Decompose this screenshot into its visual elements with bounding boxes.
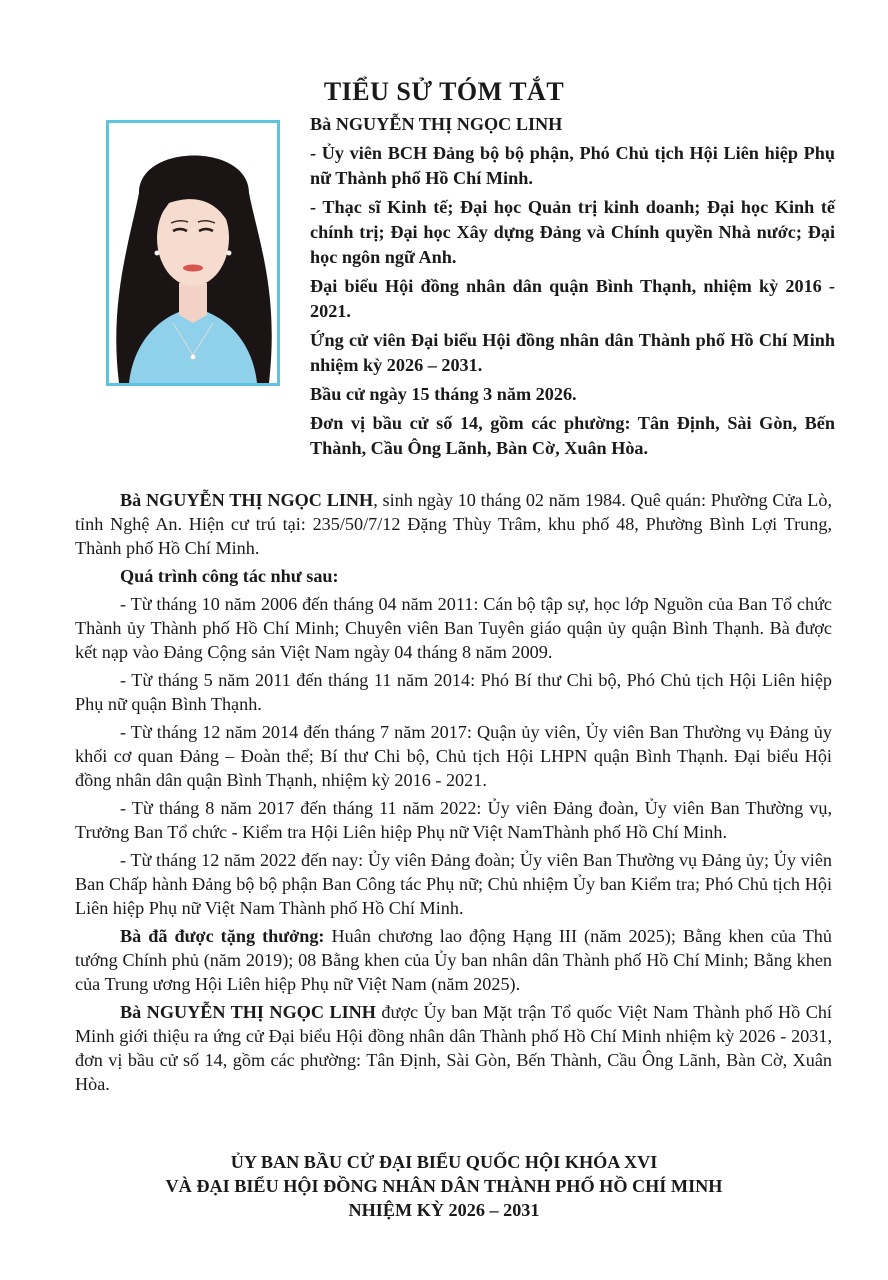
closing-name: Bà NGUYỄN THỊ NGỌC LINH [120,1002,376,1022]
summary-line: Ứng cử viên Đại biểu Hội đồng nhân dân Thành phố Hồ Chí Minh nhiệm kỳ 2026 – 2031. [310,330,835,375]
candidate-name: Bà NGUYỄN THỊ NGỌC LINH [310,114,563,134]
issuer-footer [0,1150,888,1222]
summary-line: - Thạc sĩ Kinh tế; Đại học Quản trị kinh doanh; Đại học Kinh tế chính trị; Đại học Xây dựng Đảng và Chính quyền Nhà nước; Đại học ngôn ngữ Anh. [310,197,835,267]
document-title: TIỂU SỬ TÓM TẮT [323,77,565,107]
biography-body [75,488,832,1100]
career-item: - Từ tháng 8 năm 2017 đến tháng 11 năm 2022: Ủy viên Đảng đoàn, Ủy viên Ban Thường vụ, Trưởng Ban Tổ chức - Kiểm tra Hội Liên hiệp Phụ nữ Việt NamThành phố Hồ Chí Minh. [75,798,832,842]
career-heading-text: Quá trình công tác như sau: [120,566,339,586]
summary-line: Đơn vị bầu cử số 14, gồm các phường: Tân Định, Sài Gòn, Bến Thành, Cầu Ông Lãnh, Bàn Cờ, Xuân Hòa. [310,413,835,458]
intro-paragraph [75,488,832,560]
closing-paragraph [75,1000,832,1096]
career-heading [75,564,832,588]
summary-block [310,112,835,465]
candidate-photo [106,120,280,386]
summary-line: Bầu cử ngày 15 tháng 3 năm 2026. [310,384,577,404]
footer-line: ỦY BAN BẦU CỬ ĐẠI BIỂU QUỐC HỘI KHÓA XVI [230,1152,658,1172]
career-item: - Từ tháng 5 năm 2011 đến tháng 11 năm 2014: Phó Bí thư Chi bộ, Phó Chủ tịch Hội Liên hiệp Phụ nữ quận Bình Thạnh. [75,670,832,714]
intro-text: , sinh ngày 10 tháng 02 năm 1984. Quê quán: Phường Cửa Lò, tỉnh Nghệ An. Hiện cư trú tại: 235/50/7/12 Đặng Thùy Trâm, khu phố 48, Phường Bình Lợi Trung, Thành phố Hồ Chí Minh. [75,490,832,558]
portrait-photo-icon [109,123,277,383]
career-item: - Từ tháng 12 năm 2014 đến tháng 7 năm 2017: Quận ủy viên, Ủy viên Ban Thường vụ Đảng ủy khối cơ quan Đảng – Đoàn thể; Bí thư Chi bộ, Chủ tịch Hội LHPN quận Bình Thạnh. Đại biểu Hội đồng nhân dân quận Bình Thạnh, nhiệm kỳ 2016 - 2021. [75,722,832,790]
closing-text: được Ủy ban Mặt trận Tổ quốc Việt Nam Thành phố Hồ Chí Minh giới thiệu ra ứng cử Đại biểu Hội đồng nhân dân Thành phố Hồ Chí Minh nhiệm kỳ 2026 - 2031, đơn vị bầu cử số 14, gồm các phường: Tân Định, Sài Gòn, Bến Thành, Cầu Ông Lãnh, Bàn Cờ, Xuân Hòa. [75,1002,832,1094]
career-item: - Từ tháng 10 năm 2006 đến tháng 04 năm 2011: Cán bộ tập sự, học lớp Nguồn của Ban Tổ chức Thành ủy Thành phố Hồ Chí Minh; Chuyên viên Ban Tuyên giáo quận ủy quận Bình Thạnh. Bà được kết nạp vào Đảng Cộng sản Việt Nam ngày 04 tháng 8 năm 2009. [75,594,832,662]
footer-line: NHIỆM KỲ 2026 – 2031 [348,1200,540,1220]
awards-text: Huân chương lao động Hạng III (năm 2025); Bằng khen của Thủ tướng Chính phủ (năm 2019); 08 Bằng khen của Ủy ban nhân dân Thành phố Hồ Chí Minh; Bằng khen của Trung ương Hội Liên hiệp Phụ nữ Việt Nam (năm 2025). [75,926,832,994]
summary-line: Đại biểu Hội đồng nhân dân quận Bình Thạnh, nhiệm kỳ 2016 - 2021. [310,276,835,321]
footer-line: VÀ ĐẠI BIỂU HỘI ĐỒNG NHÂN DÂN THÀNH PHỐ HỒ CHÍ MINH [165,1176,723,1196]
summary-line: - Ủy viên BCH Đảng bộ bộ phận, Phó Chủ tịch Hội Liên hiệp Phụ nữ Thành phố Hồ Chí Minh. [310,143,835,188]
awards-paragraph [75,924,832,996]
intro-name: Bà NGUYỄN THỊ NGỌC LINH [120,490,374,510]
career-item: - Từ tháng 12 năm 2022 đến nay: Ủy viên Đảng đoàn; Ủy viên Ban Thường vụ Đảng ủy; Ủy viên Ban Chấp hành Đảng bộ bộ phận Ban Công tác Phụ nữ; Chủ nhiệm Ủy ban Kiểm tra; Phó Chủ tịch Hội Liên hiệp Phụ nữ Việt Nam Thành phố Hồ Chí Minh. [75,850,832,918]
awards-label: Bà đã được tặng thưởng: [120,926,325,946]
